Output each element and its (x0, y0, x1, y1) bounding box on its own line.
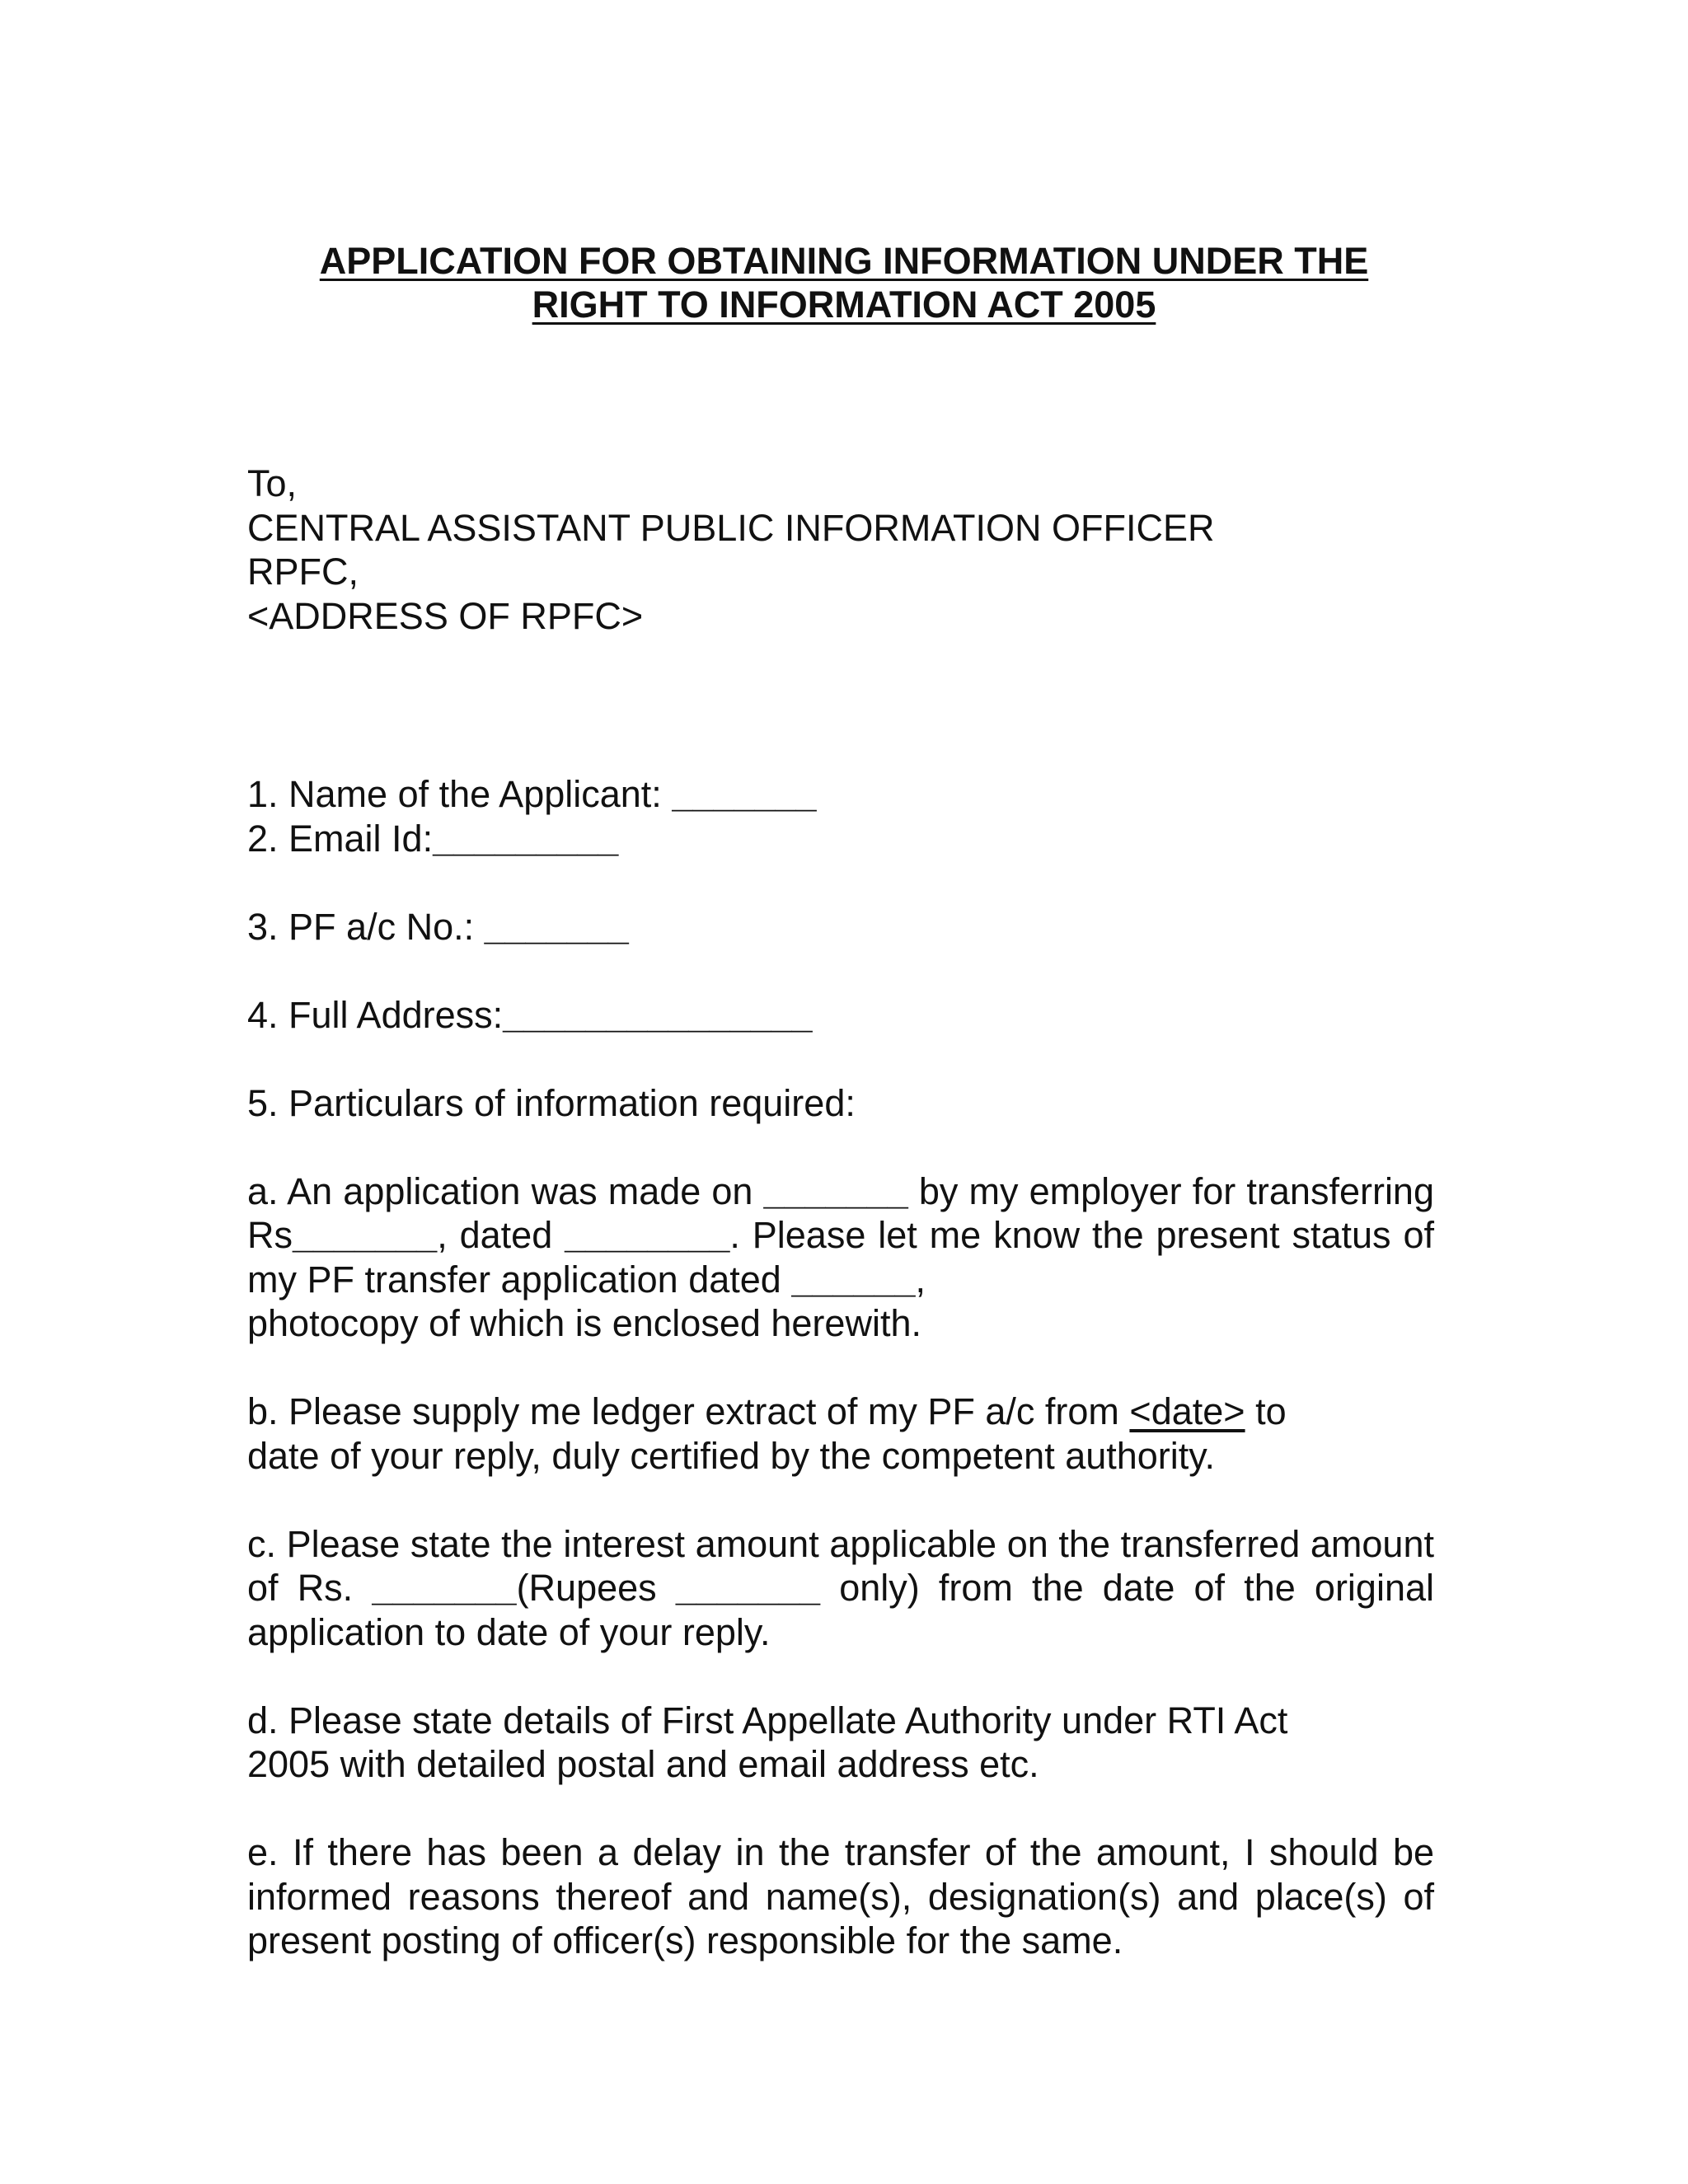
item-e: e. If there has been a delay in the transfer of the amount, I should be informed reasons thereof and name(s), designation(s) and place(s) of present posting of officer(s) responsible for the same. (247, 1831, 1434, 1961)
organization: RPFC, (247, 551, 359, 593)
application-fields (247, 772, 1434, 1963)
title-line-1: APPLICATION FOR OBTAINING INFORMATION UNDER THE (319, 240, 1369, 282)
recipient-address (247, 462, 1434, 638)
item-c: c. Please state the interest amount applicable on the transferred amount of Rs. _______(Rupees _______ only) from the date of the original application to date of your reply. (247, 1522, 1434, 1653)
item-d: d. Please state details of First Appellate Authority under RTI Act 2005 with detailed postal and email address etc. (247, 1699, 1288, 1785)
item-a: a. An application was made on _______ by my employer for transferring Rs_______, dated ________. Please let me know the present status of my PF transfer application dated ______, photocopy of which is enclosed herewith. (247, 1169, 1434, 1344)
field-email: 2. Email Id:_________ (247, 817, 619, 860)
field-particulars: 5. Particulars of information required: (247, 1081, 856, 1124)
applicant-name-blank: _______ (672, 773, 817, 815)
full-address-blank: _______________ (503, 993, 813, 1036)
field-full-address: 4. Full Address:_______________ (247, 993, 813, 1036)
document-title (0, 239, 1688, 326)
salutation: To, (247, 462, 298, 504)
item-b: b. Please supply me ledger extract of my PF a/c from <date> to date of your reply, duly certified by the competent authority. (247, 1390, 1287, 1477)
date-placeholder: <date> (1129, 1390, 1245, 1432)
email-blank: _________ (433, 817, 619, 860)
field-pf-account: 3. PF a/c No.: _______ (247, 905, 629, 948)
title-line-2: RIGHT TO INFORMATION ACT 2005 (532, 284, 1156, 326)
officer-designation: CENTRAL ASSISTANT PUBLIC INFORMATION OFFICER (247, 506, 1215, 549)
pf-account-blank: _______ (484, 905, 629, 948)
organization-address: <ADDRESS OF RPFC> (247, 594, 644, 637)
field-applicant-name: 1. Name of the Applicant: _______ (247, 773, 817, 815)
